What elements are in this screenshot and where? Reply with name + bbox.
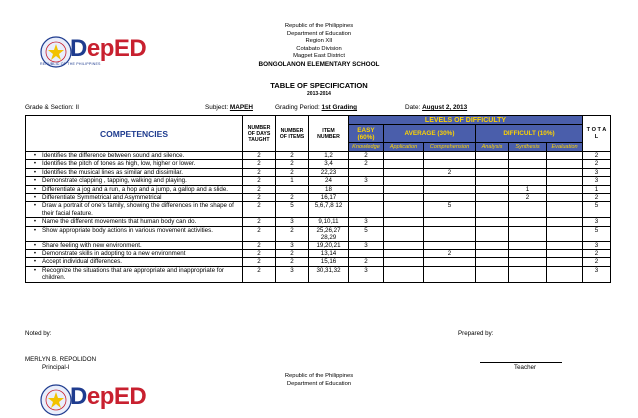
comprehension-cell xyxy=(424,152,476,160)
title-main: TABLE OF SPECIFICATION xyxy=(270,81,368,90)
evaluation-cell xyxy=(547,194,583,202)
application-cell xyxy=(384,266,424,282)
label-comprehension: Comprehension xyxy=(424,143,476,152)
deped-subtitle: REPUBLIC OF THE PHILIPPINES xyxy=(40,62,101,66)
table-row xyxy=(26,250,611,258)
teacher-title: Teacher xyxy=(514,364,537,371)
noted-by: Noted by: xyxy=(25,330,52,337)
total-cell: 2 xyxy=(583,258,611,266)
days-taught-cell: 2 xyxy=(243,194,276,202)
total-cell: 3 xyxy=(583,241,611,249)
competency-text: Demonstrate clapping , tapping, walking and playing. xyxy=(42,177,187,185)
table-row xyxy=(26,218,611,226)
grade-section: Grade & Section: II xyxy=(25,104,79,111)
application-cell xyxy=(384,168,424,176)
principal-name: MERLYN B. REPOLIDON xyxy=(25,356,97,363)
item-number-cell: 30,31,32 xyxy=(309,266,349,282)
bullet-icon: • xyxy=(33,168,37,176)
bullet-icon: • xyxy=(33,218,37,226)
competency-text: Share feeling with new environment. xyxy=(42,241,142,249)
bullet-icon: • xyxy=(33,226,37,234)
analysis-cell xyxy=(476,185,509,193)
evaluation-cell xyxy=(547,258,583,266)
deped-wordmark: DepED xyxy=(70,35,147,62)
item-number-cell: 1,2 xyxy=(309,152,349,160)
evaluation-cell xyxy=(547,226,583,241)
application-cell xyxy=(384,152,424,160)
knowledge-cell: 5 xyxy=(349,226,384,241)
number-items-cell: 5 xyxy=(276,202,309,218)
analysis-cell xyxy=(476,218,509,226)
knowledge-cell: 3 xyxy=(349,177,384,185)
specification-table xyxy=(25,115,611,283)
grading-period: Grading Period: 1st Grading xyxy=(275,104,358,111)
bullet-icon: • xyxy=(33,177,37,185)
header-line2: Department of Education xyxy=(286,30,352,37)
label-application: Application xyxy=(384,143,424,152)
table-row xyxy=(26,266,611,282)
bullet-icon: • xyxy=(33,250,37,258)
competency-cell xyxy=(26,258,243,266)
competency-text: Recognize the situations that are appropriate and inappropriate for children. xyxy=(42,266,224,282)
analysis-cell xyxy=(476,177,509,185)
days-taught-cell: 2 xyxy=(243,266,276,282)
comprehension-cell: 5 xyxy=(424,202,476,218)
table-row xyxy=(26,241,611,249)
days-taught-cell: 2 xyxy=(243,226,276,241)
school-name: BONGOLANON ELEMENTARY SCHOOL xyxy=(258,60,380,68)
header-line4: Cotabato Division xyxy=(296,45,342,52)
competency-cell xyxy=(26,152,243,160)
item-number-cell: 24 xyxy=(309,177,349,185)
table-row xyxy=(26,177,611,185)
header-average: AVERAGE (30%) xyxy=(384,125,476,143)
header-easy: EASY (60%) xyxy=(349,125,384,143)
number-items-cell: 3 xyxy=(276,266,309,282)
synthesis-cell: 2 xyxy=(509,194,547,202)
analysis-cell xyxy=(476,266,509,282)
application-cell xyxy=(384,160,424,168)
competency-cell xyxy=(26,218,243,226)
days-taught-cell: 2 xyxy=(243,241,276,249)
application-cell xyxy=(384,250,424,258)
header-number-items: NUMBER OF ITEMS xyxy=(276,116,309,152)
evaluation-cell xyxy=(547,185,583,193)
bullet-icon: • xyxy=(33,185,37,193)
competency-cell xyxy=(26,168,243,176)
number-items-cell: 2 xyxy=(276,250,309,258)
prepared-by: Prepared by: xyxy=(458,330,494,337)
application-cell xyxy=(384,226,424,241)
deped-wordmark: DepED xyxy=(70,383,147,410)
header-line1: Republic of the Philippines xyxy=(284,23,354,29)
application-cell xyxy=(384,194,424,202)
comprehension-cell: 2 xyxy=(424,168,476,176)
letterhead xyxy=(0,23,638,69)
total-cell: 5 xyxy=(583,226,611,241)
analysis-cell xyxy=(476,250,509,258)
competency-cell xyxy=(26,266,243,282)
competency-text: Identifies the musical lines as similar and dissimilar. xyxy=(42,168,183,176)
table-row xyxy=(26,202,611,218)
item-number-cell: 5,6,7,8 12 xyxy=(309,202,349,218)
knowledge-cell xyxy=(349,185,384,193)
teacher-signature-line xyxy=(480,362,562,363)
document-title xyxy=(0,81,638,97)
bullet-icon: • xyxy=(33,202,37,210)
evaluation-cell xyxy=(547,202,583,218)
days-taught-cell: 2 xyxy=(243,185,276,193)
deped-seal-icon xyxy=(40,384,72,416)
synthesis-cell xyxy=(509,160,547,168)
comprehension-cell xyxy=(424,160,476,168)
knowledge-cell xyxy=(349,202,384,218)
number-items-cell: 2 xyxy=(276,168,309,176)
item-number-cell: 22,23 xyxy=(309,168,349,176)
bullet-icon: • xyxy=(33,241,37,249)
comprehension-cell xyxy=(424,185,476,193)
number-items-cell xyxy=(276,185,309,193)
evaluation-cell xyxy=(547,160,583,168)
evaluation-cell xyxy=(547,241,583,249)
synthesis-cell xyxy=(509,168,547,176)
total-cell: 2 xyxy=(583,152,611,160)
application-cell xyxy=(384,177,424,185)
competency-text: Differentiate Symmetrical and Asymmetrical xyxy=(42,194,162,202)
analysis-cell xyxy=(476,194,509,202)
competency-text: Identifies the difference between sound and silence. xyxy=(42,152,185,159)
days-taught-cell: 2 xyxy=(243,250,276,258)
application-cell xyxy=(384,185,424,193)
analysis-cell xyxy=(476,202,509,218)
evaluation-cell xyxy=(547,177,583,185)
knowledge-cell: 2 xyxy=(349,160,384,168)
comprehension-cell xyxy=(424,266,476,282)
evaluation-cell xyxy=(547,168,583,176)
principal-title: Principal-I xyxy=(42,364,70,371)
footer-line1: Republic of the Philippines xyxy=(284,373,354,379)
synthesis-cell: 1 xyxy=(509,185,547,193)
synthesis-cell xyxy=(509,152,547,160)
total-cell: 3 xyxy=(583,218,611,226)
days-taught-cell: 2 xyxy=(243,258,276,266)
number-items-cell: 2 xyxy=(276,258,309,266)
total-cell: 3 xyxy=(583,177,611,185)
application-cell xyxy=(384,241,424,249)
synthesis-cell xyxy=(509,177,547,185)
competency-cell xyxy=(26,160,243,168)
competency-cell xyxy=(26,202,243,218)
total-cell: 5 xyxy=(583,202,611,218)
competency-text: Name the different movements that human body can do. xyxy=(42,218,197,226)
bullet-icon: • xyxy=(33,160,37,168)
number-items-cell: 2 xyxy=(276,152,309,160)
competency-cell xyxy=(26,226,243,241)
knowledge-cell: 3 xyxy=(349,241,384,249)
competency-cell xyxy=(26,241,243,249)
synthesis-cell xyxy=(509,266,547,282)
header-competencies: COMPETENCIES xyxy=(26,116,243,152)
item-number-cell: 19,20,21 xyxy=(309,241,349,249)
days-taught-cell: 2 xyxy=(243,160,276,168)
total-cell: 2 xyxy=(583,160,611,168)
item-number-cell: 9,10,11 xyxy=(309,218,349,226)
days-taught-cell: 2 xyxy=(243,218,276,226)
comprehension-cell xyxy=(424,226,476,241)
total-cell: 2 xyxy=(583,250,611,258)
header-line3: Region XII xyxy=(305,38,333,45)
synthesis-cell xyxy=(509,241,547,249)
days-taught-cell: 2 xyxy=(243,202,276,218)
competency-text: Demonstrate skills in adopting to a new environment xyxy=(42,250,186,258)
total-cell: 2 xyxy=(583,194,611,202)
table-row xyxy=(26,194,611,202)
synthesis-cell xyxy=(509,218,547,226)
knowledge-cell xyxy=(349,250,384,258)
header-line5: Magpet East District xyxy=(293,53,345,60)
number-items-cell: 3 xyxy=(276,241,309,249)
table-row xyxy=(26,152,611,160)
bullet-icon: • xyxy=(33,266,37,274)
synthesis-cell xyxy=(509,258,547,266)
total-cell: 1 xyxy=(583,185,611,193)
comprehension-cell xyxy=(424,258,476,266)
table-row xyxy=(26,168,611,176)
title-year: 2013-2014 xyxy=(307,91,331,97)
comprehension-cell xyxy=(424,177,476,185)
header-item-number: ITEM NUMBER xyxy=(309,116,349,152)
knowledge-cell: 3 xyxy=(349,266,384,282)
header-difficult: DIFFICULT (10%) xyxy=(476,125,583,143)
comprehension-cell xyxy=(424,194,476,202)
evaluation-cell xyxy=(547,218,583,226)
number-items-cell: 2 xyxy=(276,226,309,241)
analysis-cell xyxy=(476,241,509,249)
synthesis-cell xyxy=(509,250,547,258)
item-number-cell: 15,16 xyxy=(309,258,349,266)
knowledge-cell: 2 xyxy=(349,258,384,266)
item-number-cell: 3,4 xyxy=(309,160,349,168)
synthesis-cell xyxy=(509,202,547,218)
analysis-cell xyxy=(476,168,509,176)
deped-logo-bottom xyxy=(40,383,147,418)
synthesis-cell xyxy=(509,226,547,241)
application-cell xyxy=(384,218,424,226)
number-items-cell: 2 xyxy=(276,194,309,202)
bullet-icon: • xyxy=(33,194,37,202)
label-synthesis: Synthesis xyxy=(509,143,547,152)
competency-cell xyxy=(26,250,243,258)
comprehension-cell: 2 xyxy=(424,250,476,258)
number-items-cell: 1 xyxy=(276,177,309,185)
bullet-icon: • xyxy=(33,258,37,266)
label-evaluation: Evaluation xyxy=(547,143,583,152)
label-knowledge: Knowledge xyxy=(349,143,384,152)
knowledge-cell xyxy=(349,194,384,202)
application-cell xyxy=(384,258,424,266)
item-number-cell: 25,26,27 28,29 xyxy=(309,226,349,241)
date: Date: August 2, 2013 xyxy=(405,104,468,111)
days-taught-cell: 2 xyxy=(243,177,276,185)
evaluation-cell xyxy=(547,152,583,160)
table-row xyxy=(26,185,611,193)
number-items-cell: 2 xyxy=(276,160,309,168)
knowledge-cell: 3 xyxy=(349,218,384,226)
competency-text: Accept individual differences. xyxy=(42,258,123,266)
item-number-cell: 13,14 xyxy=(309,250,349,258)
item-number-cell: 16,17 xyxy=(309,194,349,202)
analysis-cell xyxy=(476,226,509,241)
subject: Subject: MAPEH xyxy=(205,104,253,111)
knowledge-cell xyxy=(349,168,384,176)
bullet-icon: • xyxy=(33,152,37,159)
analysis-cell xyxy=(476,152,509,160)
competency-text: Show appropriate body actions in various movement activities. xyxy=(42,226,213,234)
item-number-cell: 18 xyxy=(309,185,349,193)
days-taught-cell: 2 xyxy=(243,168,276,176)
header-number-days: NUMBER OF DAYS TAUGHT xyxy=(243,116,276,152)
analysis-cell xyxy=(476,160,509,168)
table-body xyxy=(26,152,611,283)
header-levels: LEVELS OF DIFFICULTY xyxy=(349,116,583,125)
evaluation-cell xyxy=(547,250,583,258)
label-analysis: Analysis xyxy=(476,143,509,152)
total-cell: 3 xyxy=(583,168,611,176)
table-row xyxy=(26,160,611,168)
table-row xyxy=(26,226,611,241)
comprehension-cell xyxy=(424,218,476,226)
competency-cell xyxy=(26,185,243,193)
header-total: T O T A L xyxy=(583,116,611,152)
footer-line2: Department of Education xyxy=(286,380,352,387)
days-taught-cell: 2 xyxy=(243,152,276,160)
evaluation-cell xyxy=(547,266,583,282)
analysis-cell xyxy=(476,258,509,266)
competency-text: Differentiate a jog and a run, a hop and a jump, a gallop and a slide. xyxy=(42,185,228,193)
competency-cell xyxy=(26,194,243,202)
knowledge-cell: 2 xyxy=(349,152,384,160)
competency-text: Draw a portrait of one's family, showing the differences in the shape of their facial feature. xyxy=(42,202,234,217)
comprehension-cell xyxy=(424,241,476,249)
competency-text: Identifies the pitch of tones as high, low, higher or lower. xyxy=(42,160,196,168)
number-items-cell: 3 xyxy=(276,218,309,226)
table-row xyxy=(26,258,611,266)
competency-cell xyxy=(26,177,243,185)
total-cell: 3 xyxy=(583,266,611,282)
application-cell xyxy=(384,202,424,218)
